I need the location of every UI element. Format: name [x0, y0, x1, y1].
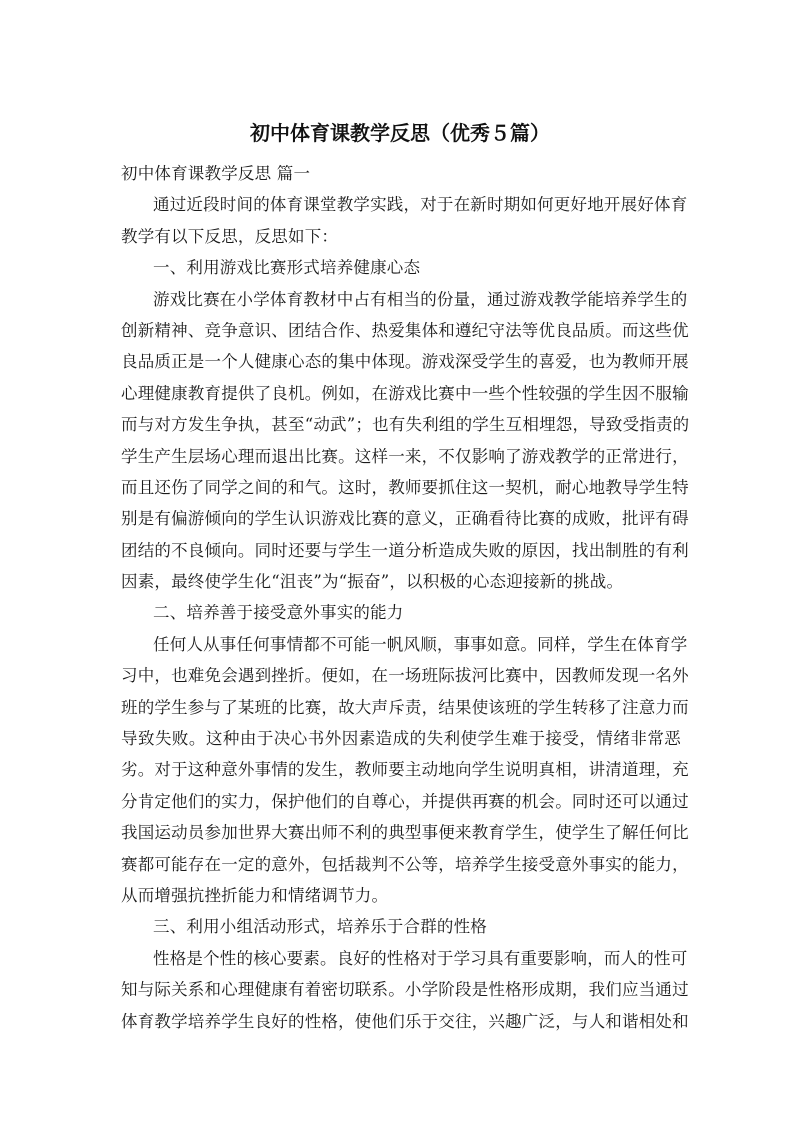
paragraph-line: 分肯定他们的实力，保护他们的自尊心，并提供再赛的机会。同时还可以通过 — [121, 791, 689, 811]
paragraph-line: 导致失败。这种由于决心书外因素造成的失利使学生难于接受，情绪非常恶 — [121, 729, 681, 749]
paragraph-line: 心理健康教育提供了良机。例如，在游戏比赛中一些个性较强的学生因不服输 — [121, 383, 689, 403]
paragraph-line: 赛都可能存在一定的意外，包括裁判不公等，培养学生接受意外事实的能力， — [121, 854, 689, 874]
paragraph-line: 别是有偏游倾向的学生认识游戏比赛的意义，正确看待比赛的成败，批评有碍 — [121, 509, 689, 529]
paragraph-line: 而且还伤了同学之间的和气。这时，教师要抓住这一契机，耐心地教导学生特 — [121, 477, 689, 497]
paragraph-line: 游戏比赛在小学体育教材中占有相当的份量，通过游戏教学能培养学生的 — [153, 289, 688, 309]
paragraph-line: 习中，也难免会遇到挫折。便如，在一场班际拔河比赛中，因教师发现一名外 — [121, 666, 689, 686]
paragraph-line: 班的学生参与了某班的比赛，故大声斥责，结果使该班的学生转移了注意力而 — [121, 697, 689, 717]
paragraph-line: 三、利用小组活动形式，培养乐于合群的性格 — [153, 917, 487, 937]
paragraph-line: 而与对方发生争执，甚至“动武”；也有失利组的学生互相埋怨，导致受指责的 — [121, 415, 690, 435]
paragraph-line: 劣。对于这种意外事情的发生，教师要主动地向学生说明真相，讲清道理，充 — [121, 760, 689, 780]
paragraph-line: 通过近段时间的体育课堂教学实践，对于在新时期如何更好地开展好体育 — [153, 195, 688, 215]
paragraph-line: 体育教学培养学生良好的性格，使他们乐于交往，兴趣广泛，与人和谐相处和 — [121, 1011, 689, 1031]
paragraph-line: 从而增强抗挫折能力和情绪调节力。 — [121, 885, 389, 905]
document-title: 初中体育课教学反思（优秀５篇） — [250, 121, 550, 145]
paragraph-line: 知与际关系和心理健康有着密切联系。小学阶段是性格形成期，我们应当通过 — [121, 980, 689, 1000]
paragraph-line: 教学有以下反思，反思如下： — [121, 226, 339, 246]
paragraph-line: 团结的不良倾向。同时还要与学生一道分析造成失败的原因，找出制胜的有利 — [121, 540, 689, 560]
paragraph-line: 任何人从事任何事情都不可能一帆风顺，事事如意。同样，学生在体育学 — [153, 634, 688, 654]
paragraph-line: 创新精神、竞争意识、团结合作、热爱集体和遵纪守法等优良品质。而这些优 — [121, 320, 689, 340]
document-body — [121, 158, 690, 1037]
paragraph-line: 学生产生层场心理而退出比赛。这样一来，不仅影响了游戏教学的正常进行， — [121, 446, 689, 466]
paragraph-line: 良品质正是一个人健康心态的集中体现。游戏深受学生的喜爱，也为教师开展 — [121, 352, 689, 372]
paragraph-line: 我国运动员参加世界大赛出师不利的典型事便来教育学生，使学生了解任何比 — [121, 823, 689, 843]
paragraph-line: 二、培养善于接受意外事实的能力 — [153, 603, 404, 623]
paragraph-line: 一、利用游戏比赛形式培养健康心态 — [153, 258, 421, 278]
section-heading: 初中体育课教学反思 篇一 — [121, 164, 311, 183]
paragraph-line: 因素，最终使学生化“沮丧”为“振奋”，以积极的心态迎接新的挑战。 — [121, 572, 624, 592]
paragraph-line: 性格是个性的核心要素。良好的性格对于学习具有重要影响，而人的性可 — [153, 948, 688, 968]
